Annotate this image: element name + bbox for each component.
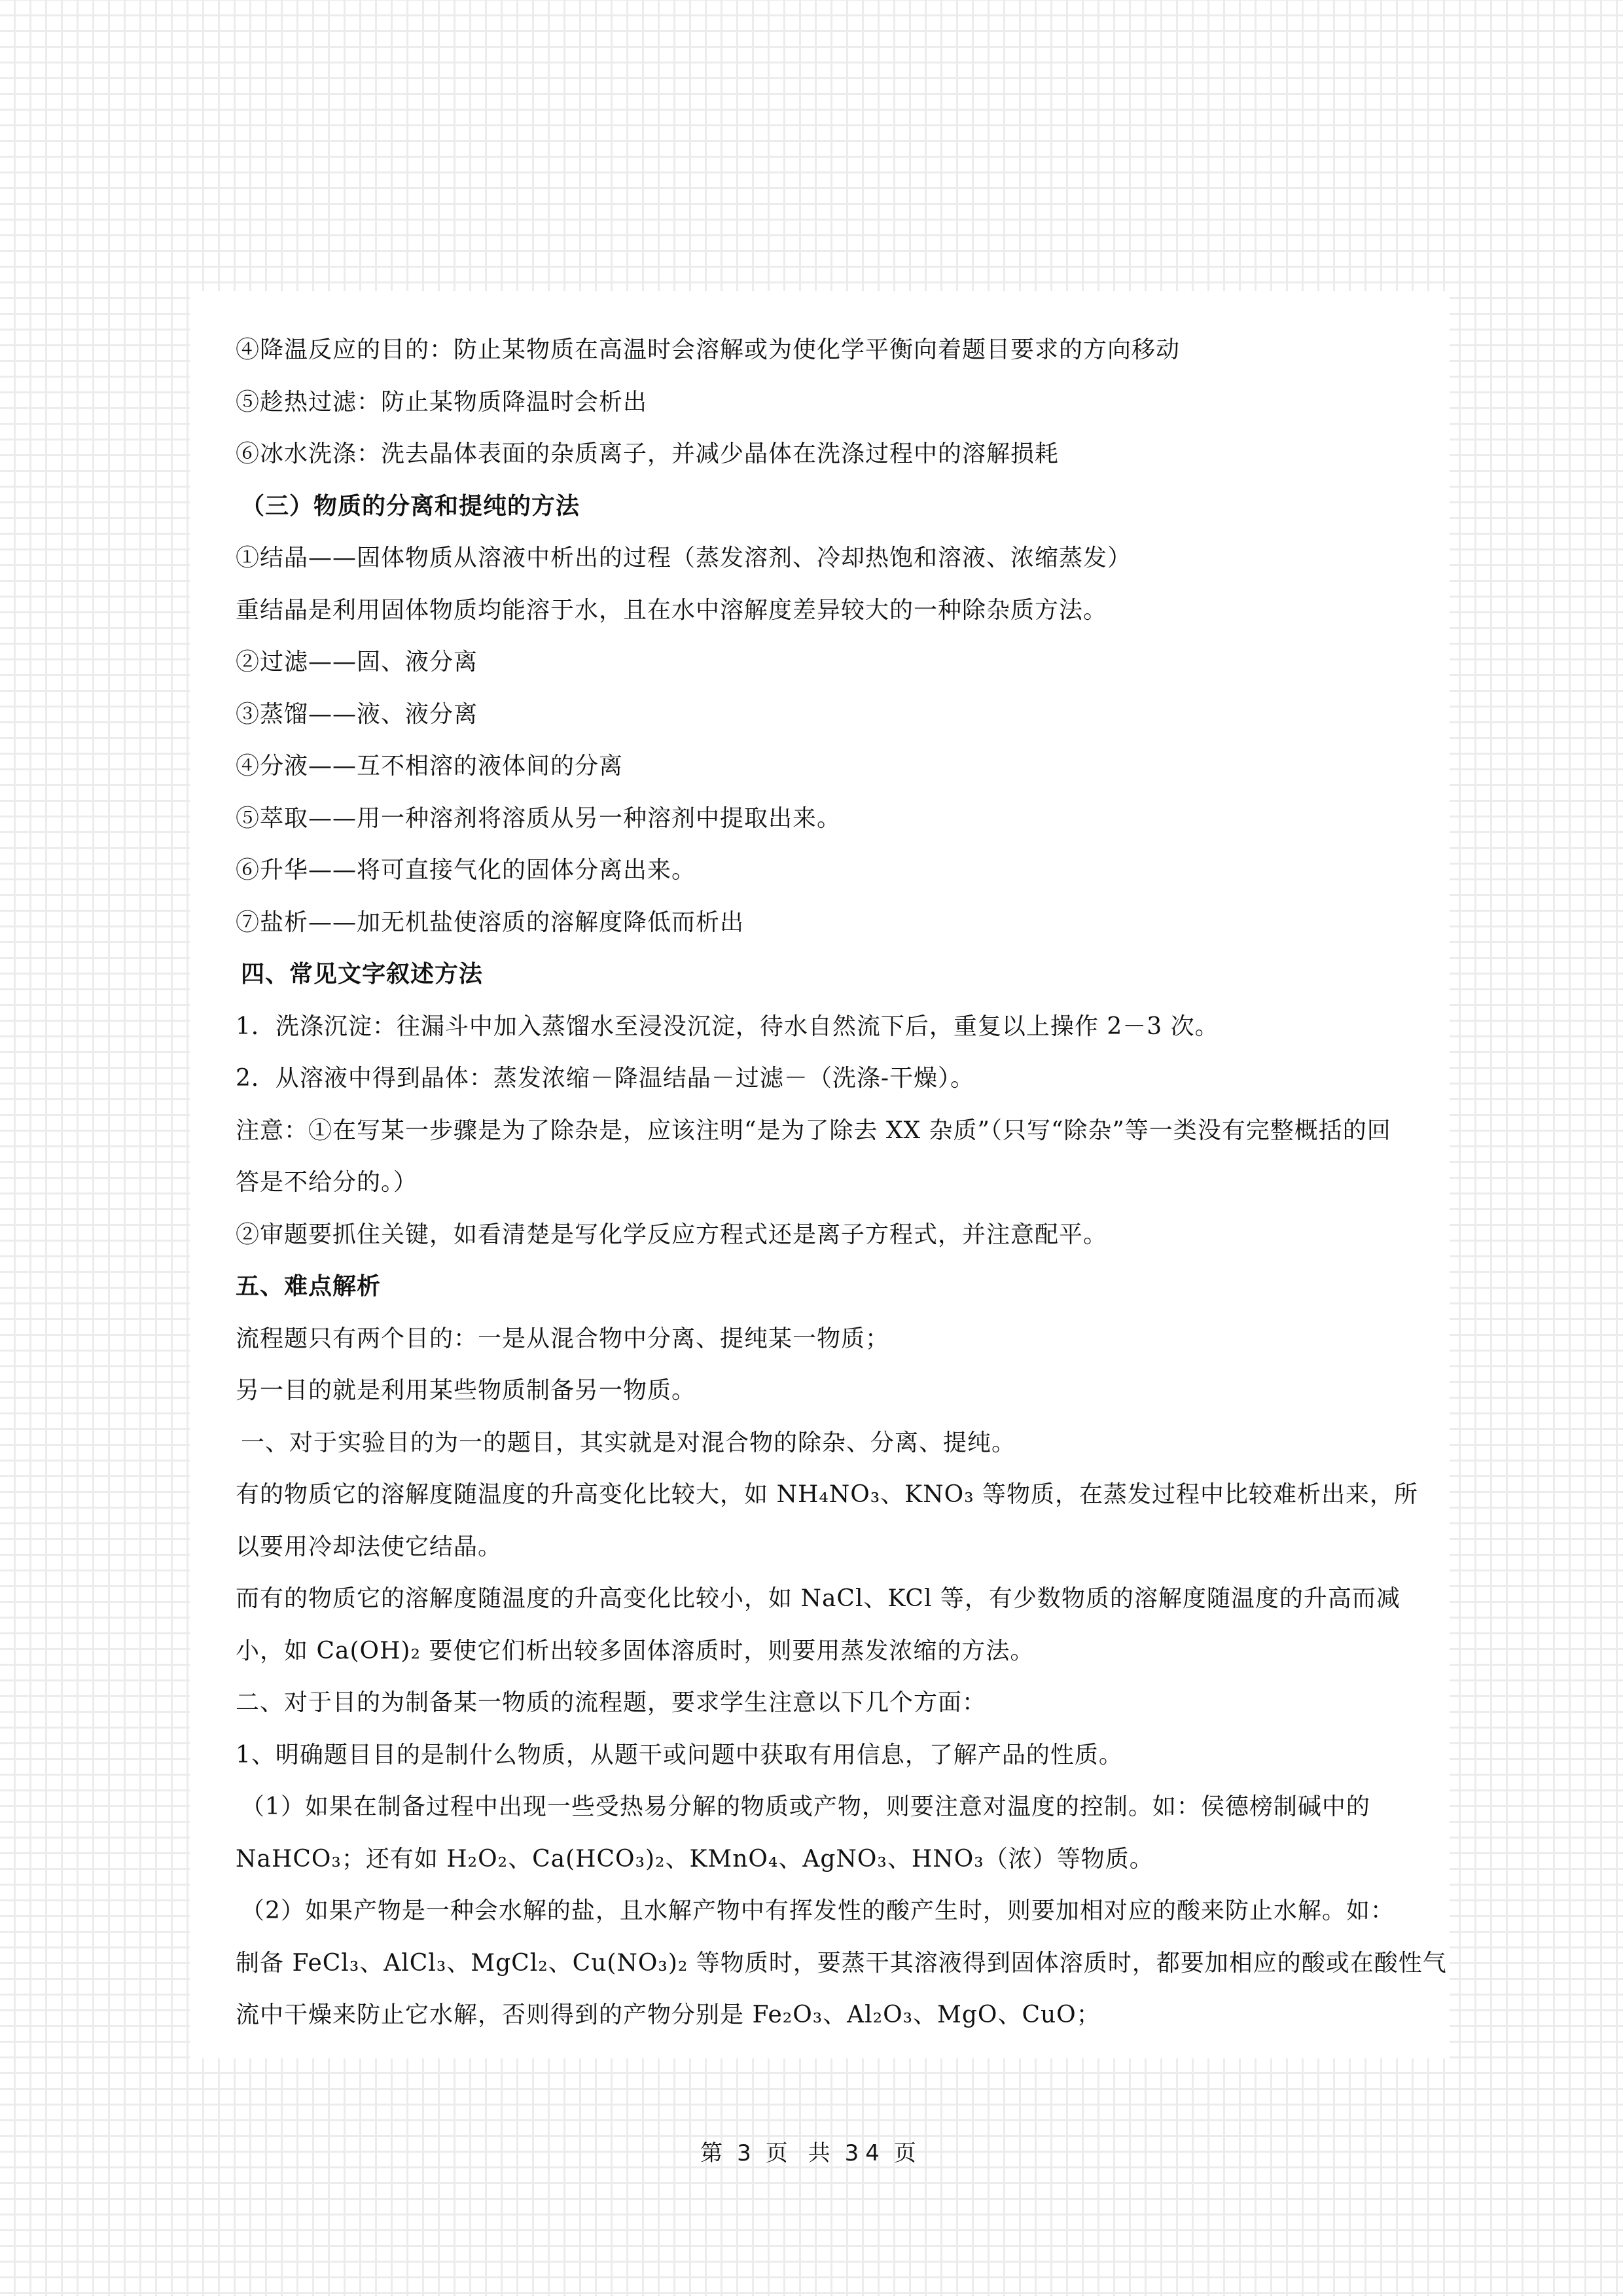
page-mid-text: 页 共 xyxy=(765,2140,837,2166)
text-line-extraction: ⑤萃取——用一种溶剂将溶质从另一种溶剂中提取出来。 xyxy=(236,804,842,832)
page-suffix: 页 xyxy=(893,2140,923,2166)
text-line-two-purposes: 流程题只有两个目的：一是从混合物中分离、提纯某一物质； xyxy=(236,1325,890,1352)
current-page-number: 3 xyxy=(737,2140,758,2166)
total-pages-number: 34 xyxy=(844,2140,886,2166)
document-page xyxy=(190,291,1450,2058)
text-line-obtain-crystals: 2．从溶液中得到晶体：蒸发浓缩－降温结晶－过滤－（洗涤-干燥）。 xyxy=(236,1065,975,1092)
text-line-evaporation-method: 小，如 Ca(OH)₂ 要使它们析出较多固体溶质时，则要用蒸发浓缩的方法。 xyxy=(236,1637,1035,1664)
text-line-washing-precipitate: 1．洗涤沉淀：往漏斗中加入蒸馏水至浸没沉淀，待水自然流下后，重复以上操作 2－3 次。 xyxy=(236,1013,1219,1040)
text-line-preparation-problems: 二、对于目的为制备某一物质的流程题，要求学生注意以下几个方面： xyxy=(236,1689,987,1716)
text-line-other-purpose: 另一目的就是利用某些物质制备另一物质。 xyxy=(236,1377,696,1404)
text-line-hydrolysis-examples: 制备 FeCl₃、AlCl₃、MgCl₂、Cu(NO₃)₂ 等物质时，要蒸干其溶液得到固体溶质时，都要加相应的酸或在酸性气 xyxy=(236,1949,1447,1977)
text-line-note-2: ②审题要抓住关键，如看清楚是写化学反应方程式还是离子方程式，并注意配平。 xyxy=(236,1221,1108,1248)
text-line-salting-out: ⑦盐析——加无机盐使溶质的溶解度降低而析出 xyxy=(236,908,745,936)
text-line-distillation: ③蒸馏——液、液分离 xyxy=(236,700,478,728)
text-line-identify-product: 1、明确题目目的是制什么物质，从题干或问题中获取有用信息，了解产品的性质。 xyxy=(236,1741,1123,1768)
text-line-note-1-cont: 答是不给分的。） xyxy=(236,1169,418,1196)
text-line-thermal-decomposition: （1）如果在制备过程中出现一些受热易分解的物质或产物，则要注意对温度的控制。如：侯德榜制碱中的 xyxy=(241,1793,1370,1820)
text-line-hot-filtration: ⑤趁热过滤：防止某物质降温时会析出 xyxy=(236,388,648,416)
text-line-sublimation: ⑥升华——将可直接气化的固体分离出来。 xyxy=(236,857,696,884)
text-line-thermal-examples: NaHCO₃；还有如 H₂O₂、Ca(HCO₃)₂、KMnO₄、AgNO₃、HNO₃（浓）等物质。 xyxy=(236,1845,1154,1873)
text-line-filtration: ②过滤——固、液分离 xyxy=(236,649,478,675)
text-line-liquid-separation: ④分液——互不相溶的液体间的分离 xyxy=(236,753,624,780)
text-line-small-solubility-change: 而有的物质它的溶解度随温度的升高变化比较小，如 NaCl、KCl 等，有少数物质的溶解度随温度的升高而减 xyxy=(236,1585,1400,1612)
page-prefix: 第 xyxy=(700,2140,730,2166)
text-line-hydrolysis: （2）如果产物是一种会水解的盐，且水解产物中有挥发性的酸产生时，则要加相对应的酸来防止水解。如： xyxy=(241,1897,1395,1924)
text-line-cooling-crystallize: 以要用冷却法使它结晶。 xyxy=(236,1533,503,1560)
document-body xyxy=(236,324,1447,2041)
page-number-footer xyxy=(0,2135,1623,2167)
text-line-cooling-reaction-purpose: ④降温反应的目的：防止某物质在高温时会溶解或为使化学平衡向着题目要求的方向移动 xyxy=(236,336,1181,363)
text-line-recrystallization: 重结晶是利用固体物质均能溶于水，且在水中溶解度差异较大的一种除杂质方法。 xyxy=(236,596,1108,624)
text-line-ice-water-washing: ⑥冰水洗涤：洗去晶体表面的杂质离子，并减少晶体在洗涤过程中的溶解损耗 xyxy=(236,440,1060,467)
text-line-hydrolysis-products: 流中干燥来防止它水解，否则得到的产物分别是 Fe₂O₃、Al₂O₃、MgO、CuO； xyxy=(236,2001,1101,2028)
text-line-note-1: 注意：①在写某一步骤是为了除杂是，应该注明“是为了除去 XX 杂质”（只写“除杂”等一类没有完整概括的回 xyxy=(236,1117,1391,1144)
section-heading-separation-methods: （三）物质的分离和提纯的方法 xyxy=(241,492,580,520)
section-heading-difficulty-analysis: 五、难点解析 xyxy=(236,1272,382,1300)
text-line-large-solubility-change: 有的物质它的溶解度随温度的升高变化比较大，如 NH₄NO₃、KNO₃ 等物质，在蒸发过程中比较难析出来，所 xyxy=(236,1481,1418,1508)
section-heading-common-descriptions: 四、常见文字叙述方法 xyxy=(241,960,484,988)
text-line-crystallization: ①结晶——固体物质从溶液中析出的过程（蒸发溶剂、冷却热饱和溶液、浓缩蒸发） xyxy=(236,545,1132,571)
text-line-purification-problems: 一、对于实验目的为一的题目，其实就是对混合物的除杂、分离、提纯。 xyxy=(241,1429,1016,1456)
